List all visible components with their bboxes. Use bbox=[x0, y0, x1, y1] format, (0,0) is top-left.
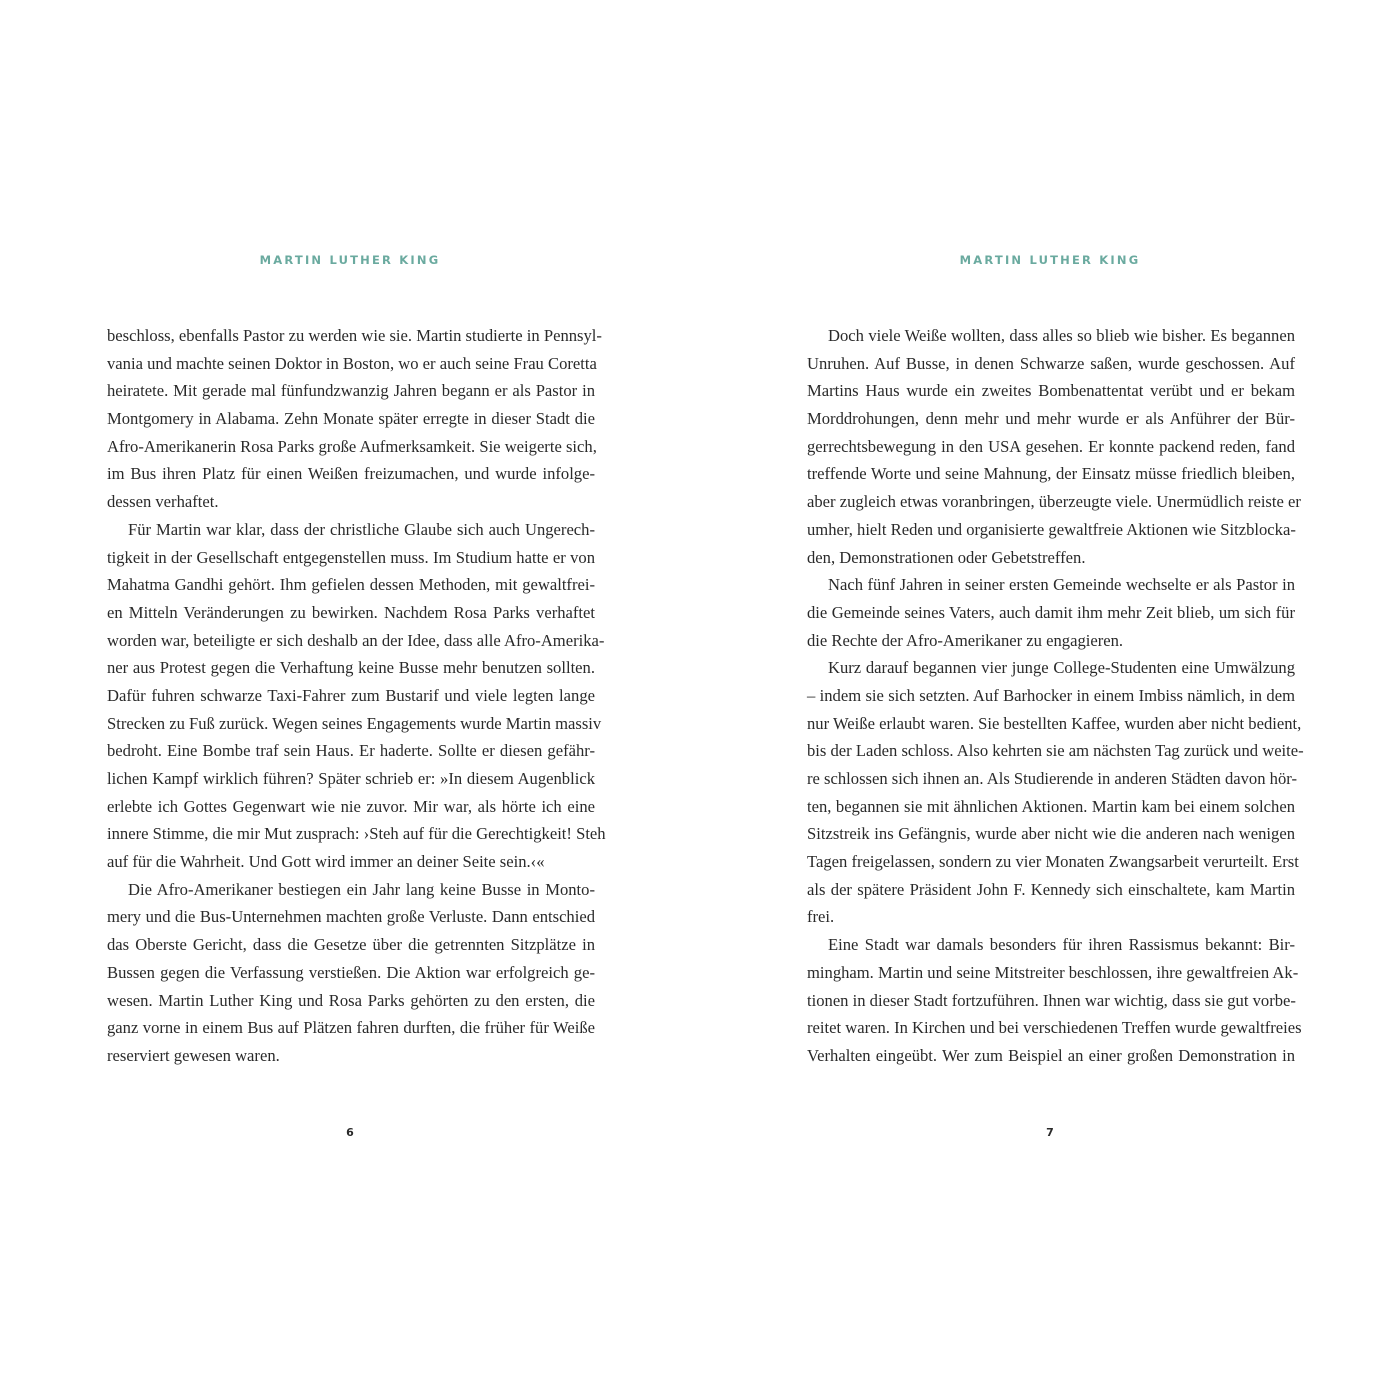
text-line: reitet waren. In Kirchen und bei verschiedenen Treffen wurde gewaltfreies bbox=[807, 1018, 1302, 1038]
text-line: frei. bbox=[807, 907, 835, 927]
text-line: Martins Haus wurde ein zweites Bombenattentat verübt und er bekam bbox=[807, 381, 1295, 401]
text-line: nur Weiße erlaubt waren. Sie bestellten Kaffee, wurden aber nicht bedient, bbox=[807, 713, 1302, 733]
text-line: wesen. Martin Luther King und Rosa Parks gehörten zu den ersten, die bbox=[107, 990, 595, 1010]
running-head: MARTIN LUTHER KING bbox=[959, 253, 1141, 267]
text-line: die Gemeinde seines Vaters, auch damit ihm mehr Zeit blieb, um sich für bbox=[807, 602, 1295, 622]
text-line: ner aus Protest gegen die Verhaftung keine Busse mehr benutzen sollten. bbox=[107, 658, 595, 678]
text-line: Nach fünf Jahren in seiner ersten Gemeinde wechselte er als Pastor in bbox=[828, 575, 1295, 595]
text-line: Afro-Amerikanerin Rosa Parks große Aufmerksamkeit. Sie weigerte sich, bbox=[107, 436, 597, 456]
text-line: im Bus ihren Platz für einen Weißen freizumachen, und wurde infolge- bbox=[107, 464, 595, 484]
text-line: mingham. Martin und seine Mitstreiter beschlossen, ihre gewaltfreien Ak- bbox=[807, 962, 1299, 982]
text-line: lichen Kampf wirklich führen? Später schrieb er: »In diesem Augenblick bbox=[107, 769, 595, 788]
text-line: umher, hielt Reden und organisierte gewaltfreie Aktionen wie Sitzblocka- bbox=[807, 519, 1296, 539]
text-line: heiratete. Mit gerade mal fünfundzwanzig Jahren begann er als Pastor in bbox=[107, 381, 595, 401]
text-line: erlebte ich Gottes Gegenwart wie nie zuvor. Mir war, als hörte ich eine bbox=[107, 796, 595, 816]
text-line: mery und die Bus-Unternehmen machten große Verluste. Dann entschied bbox=[107, 907, 595, 927]
text-line: auf für die Wahrheit. Und Gott wird immer an deiner Seite sein.‹« bbox=[107, 852, 545, 872]
text-line: treffende Worte und seine Mahnung, der Einsatz müsse friedlich bleiben, bbox=[807, 464, 1295, 484]
text-line: tigkeit in der Gesellschaft entgegenstellen muss. Im Studium hatte er von bbox=[107, 547, 595, 567]
text-line: worden war, beteiligte er sich deshalb an der Idee, dass alle Afro-Amerika- bbox=[107, 630, 605, 650]
text-line: Die Afro-Amerikaner bestiegen ein Jahr lang keine Busse in Monto- bbox=[128, 879, 595, 899]
text-line: bis der Laden schloss. Also kehrten sie am nächsten Tag zurück und weite- bbox=[807, 741, 1304, 761]
text-line: tionen in dieser Stadt fortzuführen. Ihnen war wichtig, dass sie gut vorbe- bbox=[807, 990, 1296, 1010]
text-line: Montgomery in Alabama. Zehn Monate später erregte in dieser Stadt die bbox=[107, 409, 595, 429]
text-line: Morddrohungen, denn mehr und mehr wurde er als Anführer der Bür- bbox=[807, 409, 1295, 429]
text-line: en Mitteln Veränderungen zu bewirken. Nachdem Rosa Parks verhaftet bbox=[107, 602, 595, 622]
text-line: Mahatma Gandhi gehört. Ihm gefielen dessen Methoden, mit gewaltfrei- bbox=[107, 575, 595, 595]
text-line: Bussen gegen die Verfassung verstießen. Die Aktion war erfolgreich ge- bbox=[107, 962, 595, 982]
text-line: vania und machte seinen Doktor in Boston, wo er auch seine Frau Coretta bbox=[107, 353, 597, 373]
text-line: ten, begannen sie mit ähnlichen Aktionen. Martin kam bei einem solchen bbox=[807, 796, 1295, 816]
text-line: die Rechte der Afro-Amerikaner zu engagieren. bbox=[807, 630, 1124, 650]
text-line: Doch viele Weiße wollten, dass alles so blieb wie bisher. Es begannen bbox=[828, 326, 1295, 345]
text-line: den, Demonstrationen oder Gebetstreffen. bbox=[807, 547, 1086, 567]
body-text bbox=[107, 322, 606, 1070]
text-line: Verhalten eingeübt. Wer zum Beispiel an einer großen Demonstration in bbox=[807, 1045, 1295, 1065]
text-line: Eine Stadt war damals besonders für ihren Rassismus bekannt: Bir- bbox=[828, 935, 1295, 955]
text-line: Tagen freigelassen, sondern zu vier Monaten Zwangsarbeit verurteilt. Erst bbox=[807, 852, 1299, 872]
text-line: – indem sie sich setzten. Auf Barhocker in einem Imbiss nämlich, in dem bbox=[807, 685, 1295, 705]
right-page bbox=[700, 0, 1400, 1400]
text-line: aber zugleich etwas voranbringen, überzeugte viele. Unermüdlich reiste er bbox=[807, 492, 1301, 512]
text-line: re schlossen sich ihnen an. Als Studierende in anderen Städten davon hör- bbox=[807, 769, 1297, 788]
text-line: ganz vorne in einem Bus auf Plätzen fahren durften, die früher für Weiße bbox=[107, 1018, 595, 1038]
text-line: Sitzstreik ins Gefängnis, wurde aber nicht wie die anderen nach wenigen bbox=[807, 824, 1295, 844]
page-number: 6 bbox=[346, 1126, 354, 1139]
page-number: 7 bbox=[1046, 1126, 1054, 1139]
text-line: gerrechtsbewegung in den USA gesehen. Er konnte packend reden, fand bbox=[807, 436, 1295, 456]
text-line: innere Stimme, die mir Mut zusprach: ›Steh auf für die Gerechtigkeit! Steh bbox=[107, 824, 606, 844]
body-text bbox=[807, 322, 1304, 1070]
text-line: das Oberste Gericht, dass die Gesetze über die getrennten Sitzplätze in bbox=[107, 935, 595, 955]
text-line: als der spätere Präsident John F. Kennedy sich einschaltete, kam Martin bbox=[807, 879, 1295, 899]
text-line: bedroht. Eine Bombe traf sein Haus. Er haderte. Sollte er diesen gefähr- bbox=[107, 741, 595, 761]
text-line: Unruhen. Auf Busse, in denen Schwarze saßen, wurde geschossen. Auf bbox=[807, 353, 1295, 373]
text-line: Kurz darauf begannen vier junge College-Studenten eine Umwälzung bbox=[828, 658, 1295, 678]
text-line: Dafür fuhren schwarze Taxi-Fahrer zum Bustarif und viele legten lange bbox=[107, 685, 595, 705]
text-line: reserviert gewesen waren. bbox=[107, 1045, 280, 1065]
text-line: beschloss, ebenfalls Pastor zu werden wie sie. Martin studierte in Pennsyl- bbox=[107, 326, 602, 345]
running-head: MARTIN LUTHER KING bbox=[259, 253, 441, 267]
text-line: Strecken zu Fuß zurück. Wegen seines Engagements wurde Martin massiv bbox=[107, 713, 602, 733]
text-line: Für Martin war klar, dass der christliche Glaube sich auch Ungerech- bbox=[128, 519, 595, 539]
text-line: dessen verhaftet. bbox=[107, 492, 219, 512]
